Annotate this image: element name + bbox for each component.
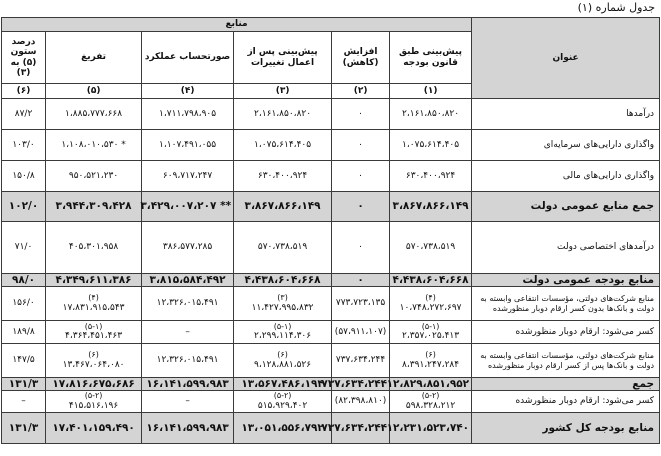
header-num-1: (۱)	[390, 84, 472, 99]
cell-value: ۱۷،۸۳۱،۹۱۵،۵۴۳	[62, 302, 125, 313]
row-cell-col-3	[234, 378, 332, 391]
row-cell-col-5	[46, 287, 142, 321]
cell-value: ** ۳،۴۲۹،۰۰۷،۲۰۷	[140, 200, 232, 213]
table-row	[2, 161, 660, 192]
table-row	[2, 130, 660, 161]
row-cell-col-3	[234, 99, 332, 130]
cell-value: ۵۹۸،۳۲۸،۲۱۲	[405, 400, 456, 411]
cell-value: ۶۳۰،۴۰۰،۹۲۴	[257, 170, 308, 181]
cell-value: ۶۰۹،۷۱۷،۲۴۷	[162, 170, 213, 181]
cell-value: ۲،۲۹۹،۱۱۴،۳۰۶	[254, 331, 312, 342]
table-row	[2, 344, 660, 378]
cell-value: ۳۸۶،۵۷۷،۲۸۵	[162, 242, 213, 253]
row-title: واگذاری دارایی‌های مالی	[472, 161, 660, 192]
cell-value: ۱۴۷/۵	[12, 355, 35, 366]
cell-value: ۹۸/۰	[12, 274, 36, 286]
cell-value: ۱۲،۳۲۶،۰۱۵،۴۹۱	[156, 298, 219, 309]
row-cell-col-4	[142, 344, 234, 378]
cell-value: ۴،۳۴۹،۶۱۱،۳۸۶	[55, 274, 132, 286]
cell-value: ۵۱۵،۹۲۹،۴۰۲	[257, 400, 308, 411]
row-cell-col-1	[386, 413, 472, 444]
row-cell-col-6	[2, 192, 46, 222]
cell-value: ۰	[358, 170, 363, 181]
row-cell-col-1	[390, 192, 472, 222]
cell-value: ۰	[358, 139, 363, 150]
cell-note: (۴)	[88, 293, 99, 303]
cell-value: ۴۰۵،۳۰۱،۹۵۸	[68, 242, 119, 253]
cell-value: ۷۱/۰	[14, 242, 33, 253]
cell-note: (۶)	[425, 350, 436, 360]
cell-note: (۵-۱)	[84, 321, 103, 331]
row-cell-col-1	[390, 274, 472, 287]
row-cell-col-1	[386, 378, 472, 391]
row-cell-col-3	[234, 391, 332, 413]
row-cell-col-4	[142, 161, 234, 192]
table-row	[2, 99, 660, 130]
cell-value: ۴،۳۶۴،۴۵۱،۴۶۳	[65, 331, 123, 342]
cell-value: ۱۲،۳۲۶،۰۱۵،۴۹۱	[156, 355, 219, 366]
cell-value: ۴،۴۳۸،۶۰۴،۶۶۸	[392, 274, 469, 286]
row-cell-col-3	[234, 192, 332, 222]
row-cell-col-5	[46, 378, 142, 391]
cell-value: ۶۳۰،۴۰۰،۹۲۴	[405, 170, 456, 181]
row-cell-col-2	[332, 222, 390, 274]
header-title: عنوان	[472, 18, 660, 99]
row-cell-col-2	[332, 274, 390, 287]
row-title: واگذاری دارایی‌های سرمایه‌ای	[472, 130, 660, 161]
row-title: منابع شرکت‌های دولتی، مؤسسات انتفاعی وابسته به دولت و بانک‌ها پس از کسر ارقام دوبار منظورشده	[472, 344, 660, 378]
row-cell-col-2	[321, 413, 390, 444]
header-col-budget-law: پیش‌بینی طبق قانون بودجه	[390, 32, 472, 84]
cell-value: ۱،۷۱۱،۷۹۸،۹۰۵	[159, 108, 217, 119]
row-cell-col-4	[142, 287, 234, 321]
header-num-2: (۲)	[332, 84, 390, 99]
cell-note: (۵-۲)	[421, 391, 440, 401]
row-cell-col-4	[142, 413, 234, 444]
cell-value: ۱۵۰/۸	[12, 170, 35, 181]
cell-value: ۱۶،۱۴۱،۵۹۹،۹۸۳	[146, 422, 229, 435]
cell-value: –	[185, 326, 190, 337]
row-cell-col-4	[142, 378, 234, 391]
cell-value: ۱۶،۱۴۱،۵۹۹،۹۸۳	[146, 378, 229, 391]
row-cell-col-4	[142, 222, 234, 274]
row-cell-col-5	[46, 321, 142, 344]
cell-value: ۷۷۳،۷۲۳،۱۳۵	[335, 298, 386, 309]
row-cell-col-6	[2, 287, 46, 321]
cell-value: ۴،۴۳۸،۶۰۴،۶۶۸	[244, 274, 321, 286]
row-cell-col-4	[142, 99, 234, 130]
row-cell-col-6	[2, 344, 46, 378]
row-cell-col-6	[2, 391, 46, 413]
table-row	[2, 413, 660, 444]
cell-value: ۲،۱۶۱،۸۵۰،۸۲۰	[254, 108, 312, 119]
cell-value: ۱۷،۴۰۱،۱۵۹،۴۹۰	[52, 422, 135, 435]
row-cell-col-2	[332, 344, 390, 378]
cell-value: ۳،۸۶۷،۸۶۶،۱۴۹	[392, 200, 469, 213]
row-cell-col-5	[46, 391, 142, 413]
cell-value: ۷۳۷،۶۳۴،۲۴۴	[335, 355, 386, 366]
budget-sources-table	[1, 17, 660, 444]
cell-value: ۷۳۷،۶۳۴،۲۴۴	[321, 378, 388, 391]
row-cell-col-4	[142, 192, 234, 222]
row-cell-col-4	[142, 391, 234, 413]
row-cell-col-2	[332, 287, 390, 321]
cell-value: ۱،۰۷۵،۶۱۴،۴۰۵	[402, 139, 460, 150]
cell-value: (۸۲،۳۹۸،۸۱۰)	[334, 396, 387, 407]
cell-value: ۱۵۶/۰	[12, 298, 35, 309]
row-title: منابع شرکت‌های دولتی، مؤسسات انتفاعی وابسته به دولت و بانک‌ها بدون کسر ارقام دوبار منظورشده	[472, 287, 660, 321]
cell-value: ۱۲،۸۲۹،۸۵۱،۹۵۲	[386, 378, 470, 391]
row-cell-col-5	[46, 222, 142, 274]
table-row	[2, 274, 660, 287]
header-num-4: (۴)	[142, 84, 234, 99]
table-caption: جدول شماره (۱)	[577, 1, 655, 14]
header-col-settlement: تفریغ	[46, 32, 142, 84]
cell-value: ۱۰۳/۰	[12, 139, 35, 150]
row-cell-col-6	[2, 274, 46, 287]
row-cell-col-6	[2, 161, 46, 192]
header-num-5: (۵)	[46, 84, 142, 99]
row-cell-col-4	[142, 130, 234, 161]
cell-value: –	[21, 396, 26, 407]
row-cell-col-5	[46, 161, 142, 192]
row-cell-col-1	[390, 222, 472, 274]
cell-value: ۱۳،۴۶۷،۰۶۴،۰۸۰	[62, 359, 125, 370]
cell-value: ۴۱۵،۵۱۶،۱۹۶	[68, 400, 119, 411]
cell-note: (۶)	[88, 350, 99, 360]
row-cell-col-4	[142, 274, 234, 287]
cell-value: ۱۳۱/۳	[8, 378, 39, 391]
row-cell-col-1	[390, 391, 472, 413]
cell-value: ۵۷۰،۷۳۸،۵۱۹	[257, 242, 308, 253]
row-cell-col-3	[234, 321, 332, 344]
header-num-3: (۳)	[234, 84, 332, 99]
cell-value: ۱،۱۰۷،۴۹۱،۰۵۵	[159, 139, 217, 150]
row-cell-col-6	[2, 99, 46, 130]
cell-value: ۳،۹۴۴،۳۰۹،۴۲۸	[55, 200, 132, 213]
table-row	[2, 378, 660, 391]
cell-value: ۱۳،۰۵۱،۵۵۶،۷۹۲	[241, 422, 324, 435]
cell-value: ۱۳۱/۳	[8, 422, 39, 435]
row-cell-col-3	[234, 161, 332, 192]
row-title: جمع	[472, 378, 660, 391]
row-cell-col-2	[332, 130, 390, 161]
cell-value: ۰	[358, 108, 363, 119]
table-row	[2, 391, 660, 413]
row-cell-col-6	[2, 321, 46, 344]
cell-value: ۸،۳۹۱،۲۴۷،۲۸۴	[402, 359, 460, 370]
cell-value: * ۱،۱۰۸،۰۱۰،۵۳۰	[61, 139, 126, 150]
cell-value: (۵۷،۹۱۱،۱۰۷)	[334, 326, 387, 337]
cell-note: (۵-۱)	[273, 321, 292, 331]
cell-value: ۱،۰۷۵،۶۱۴،۴۰۵	[254, 139, 312, 150]
table-row	[2, 287, 660, 321]
row-cell-col-5	[46, 344, 142, 378]
cell-value: ۲،۱۶۱،۸۵۰،۸۲۰	[402, 108, 460, 119]
cell-note: (۵-۲)	[273, 391, 292, 401]
cell-value: ۹،۱۲۸،۸۸۱،۵۲۶	[254, 359, 312, 370]
row-title: کسر می‌شود: ارقام دوبار منظورشده	[472, 391, 660, 413]
cell-value: ۷۳۷،۶۳۴،۲۴۴	[321, 422, 388, 435]
header-col-performance: صورتحساب عملکرد	[142, 32, 234, 84]
cell-value: ۱۸۹/۸	[12, 326, 35, 337]
cell-note: (۶)	[277, 350, 288, 360]
row-cell-col-6	[2, 378, 46, 391]
cell-note: (۵-۲)	[84, 391, 103, 401]
row-title: منابع بودجه کل کشور	[472, 413, 660, 444]
row-title: کسر می‌شود: ارقام دوبار منظورشده	[472, 321, 660, 344]
row-cell-col-6	[2, 222, 46, 274]
cell-value: –	[185, 396, 190, 407]
table-row	[2, 222, 660, 274]
row-cell-col-1	[390, 130, 472, 161]
header-col-change: افزایش (کاهش)	[332, 32, 390, 84]
cell-value: ۰	[357, 200, 364, 213]
header-group: منابع	[2, 18, 472, 32]
row-cell-col-3	[234, 344, 332, 378]
row-cell-col-5	[46, 274, 142, 287]
cell-value: ۱۳،۵۶۷،۴۸۶،۱۹۴	[241, 378, 324, 391]
row-title: جمع منابع عمومی دولت	[472, 192, 660, 222]
cell-value: ۳،۸۶۷،۸۶۶،۱۴۹	[244, 200, 321, 213]
row-cell-col-6	[2, 130, 46, 161]
row-cell-col-3	[234, 413, 332, 444]
row-cell-col-2	[332, 321, 390, 344]
cell-value: ۰	[358, 242, 363, 253]
cell-value: ۸۷/۲	[14, 108, 33, 119]
row-title: درآمدهای اختصاصی دولت	[472, 222, 660, 274]
row-cell-col-1	[390, 321, 472, 344]
row-cell-col-1	[390, 161, 472, 192]
header-num-6: (۶)	[2, 84, 46, 99]
row-title: درآمدها	[472, 99, 660, 130]
cell-value: ۳،۸۱۵،۵۸۴،۴۹۲	[149, 274, 226, 286]
row-cell-col-2	[332, 192, 390, 222]
cell-value: ۵۷۰،۷۳۸،۵۱۹	[405, 242, 456, 253]
row-cell-col-5	[46, 99, 142, 130]
cell-value: ۱۰۲/۰	[8, 200, 39, 213]
row-cell-col-2	[332, 161, 390, 192]
cell-note: (۴)	[425, 293, 436, 303]
row-cell-col-3	[234, 222, 332, 274]
cell-note: (۵-۱)	[421, 321, 440, 331]
row-cell-col-2	[332, 391, 390, 413]
row-cell-col-1	[390, 287, 472, 321]
cell-value: ۰	[357, 274, 364, 286]
row-cell-col-5	[46, 413, 142, 444]
row-cell-col-1	[390, 344, 472, 378]
row-cell-col-5	[46, 192, 142, 222]
row-cell-col-3	[234, 274, 332, 287]
cell-value: ۹۵۰،۵۲۱،۲۳۰	[68, 170, 119, 181]
cell-value: ۱۷،۸۱۶،۶۷۵،۶۸۶	[52, 378, 135, 391]
row-cell-col-5	[46, 130, 142, 161]
cell-value: ۱۱،۴۲۷،۹۹۵،۸۳۲	[251, 302, 314, 313]
row-cell-col-2	[321, 378, 390, 391]
header-col-percent: درصد ستون (۵) به (۳)	[2, 32, 46, 84]
header-col-revised: پیش‌بینی پس از اعمال تغییرات	[234, 32, 332, 84]
row-cell-col-1	[390, 99, 472, 130]
table-row	[2, 321, 660, 344]
cell-note: (۳)	[277, 293, 288, 303]
table-row	[2, 192, 660, 222]
row-title: منابع بودجه عمومی دولت	[472, 274, 660, 287]
row-cell-col-6	[2, 413, 46, 444]
cell-value: ۱،۸۸۵،۷۷۷،۶۶۸	[65, 108, 123, 119]
row-cell-col-3	[234, 287, 332, 321]
row-cell-col-2	[332, 99, 390, 130]
cell-value: ۲،۳۵۷،۰۲۵،۴۱۳	[402, 331, 460, 342]
cell-value: ۱۰،۷۴۸،۲۷۲،۶۹۷	[399, 302, 462, 313]
row-cell-col-3	[234, 130, 332, 161]
row-cell-col-4	[142, 321, 234, 344]
cell-value: ۱۲،۲۳۱،۵۲۳،۷۴۰	[386, 422, 470, 435]
